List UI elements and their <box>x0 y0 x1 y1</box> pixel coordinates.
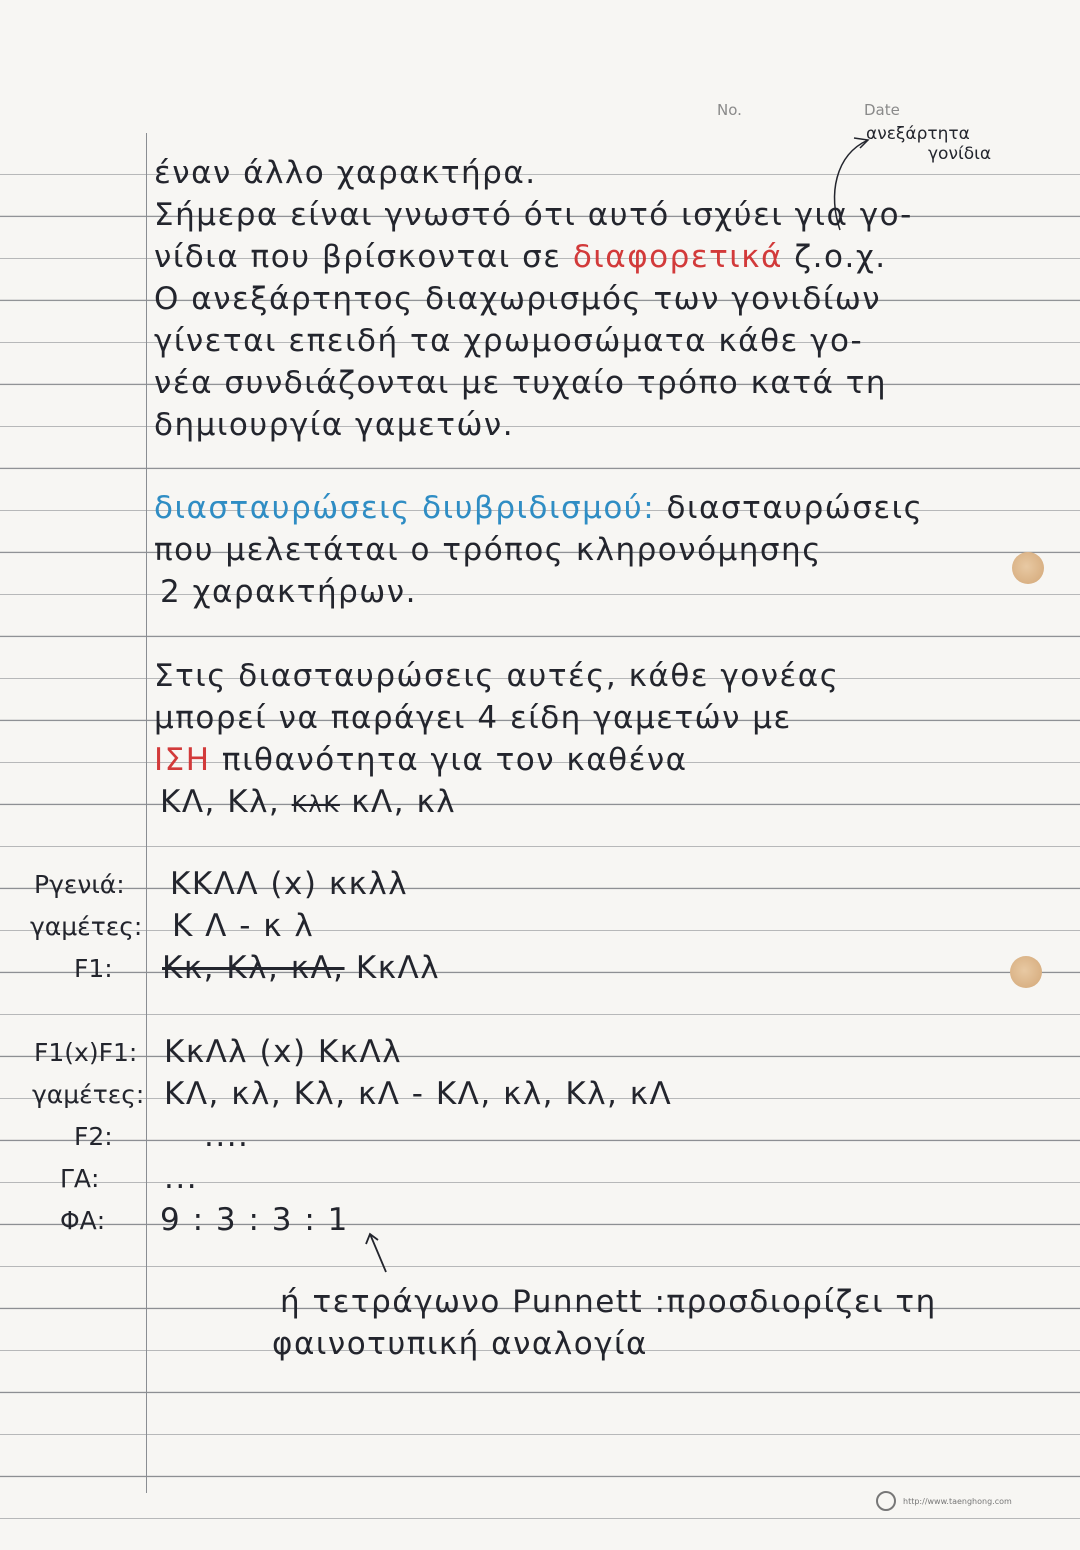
f1xf1-label: F1(x)F1: <box>34 1038 138 1067</box>
paragraph1-line7: δημιουργία γαμετών. <box>154 407 515 443</box>
punnett-note-line2: φαινοτυπική αναλογία <box>272 1326 648 1362</box>
paragraph2-line2: μπορεί να παράγει 4 είδη γαμετών με <box>154 700 792 736</box>
definition-term: διασταυρώσεις διυβριδισμού: <box>154 490 656 526</box>
date-label: Date <box>864 101 900 119</box>
definition-line3: 2 χαρακτήρων. <box>160 574 417 610</box>
highlight-equal: ΙΣΗ <box>154 742 211 778</box>
highlight-different: διαφορετικά <box>572 239 783 275</box>
paragraph2-line3: ΙΣΗ πιθανότητα για τον καθένα <box>154 742 688 778</box>
footer-url: http://www.taenghong.com <box>903 1497 1012 1506</box>
paragraph2-line4: ΚΛ, Κλ, ΚλΚ κΛ, κλ <box>160 784 457 820</box>
punch-hole-top <box>1012 552 1044 584</box>
definition-line1: διασταυρώσεις διυβριδισμού: διασταυρώσεις <box>154 490 924 526</box>
page-top-band <box>0 0 1080 133</box>
gametes2-label: γαμέτες: <box>32 1080 145 1109</box>
paragraph1-line3: νίδια που βρίσκονται σε διαφορετικά ζ.ο.χ. <box>154 239 887 275</box>
f2-value: .... <box>204 1118 250 1154</box>
paragraph1-line5: γίνεται επειδή τα χρωμοσώματα κάθε γο- <box>154 323 864 359</box>
number-label: No. <box>717 101 742 119</box>
f1xf1-value: ΚκΛλ (x) ΚκΛλ <box>164 1034 403 1070</box>
ga-label: ΓΑ: <box>60 1164 100 1193</box>
f1-struck: Κκ, Κλ, κΛ, <box>162 950 345 986</box>
ga-value: ... <box>164 1160 199 1196</box>
crossed-out-text: ΚλΚ <box>291 792 340 818</box>
paragraph1-line1: έναν άλλο χαρακτήρα. <box>154 155 537 191</box>
margin-line <box>146 133 147 1493</box>
margin-note-line1: ανεξάρτητα <box>866 124 970 144</box>
margin-note-line2: γονίδια <box>928 144 992 164</box>
punnett-note-line1: ή τετράγωνο Punnett :προσδιορίζει τη <box>280 1284 937 1320</box>
f1-value: Κκ, Κλ, κΛ, ΚκΛλ <box>162 950 441 986</box>
paragraph1-line6: νέα συνδιάζονται με τυχαίο τρόπο κατά τη <box>154 365 888 401</box>
ratio-arrow <box>360 1228 400 1278</box>
globe-icon <box>876 1491 896 1511</box>
fa-value: 9 : 3 : 3 : 1 <box>160 1202 349 1238</box>
paragraph1-line2: Σήμερα είναι γνωστό ότι αυτό ισχύει για γο- <box>154 197 913 233</box>
f2-label: F2: <box>74 1122 113 1151</box>
fa-label: ΦΑ: <box>60 1206 106 1235</box>
paragraph1-line4: Ο ανεξάρτητος διαχωρισμός των γονιδίων <box>154 281 882 317</box>
punch-hole-bottom <box>1010 956 1042 988</box>
p-generation-value: ΚΚΛΛ (x) κκλλ <box>170 866 409 902</box>
gametes2-value: ΚΛ, κλ, Κλ, κΛ - ΚΛ, κλ, Κλ, κΛ <box>164 1076 673 1112</box>
definition-line2: που μελετάται ο τρόπος κληρονόμησης <box>154 532 822 568</box>
gametes-label: γαμέτες: <box>30 912 143 941</box>
gametes-value: Κ Λ - κ λ <box>172 908 315 944</box>
paragraph2-line1: Στις διασταυρώσεις αυτές, κάθε γονέας <box>154 658 840 694</box>
p-generation-label: Pγενιά: <box>34 870 125 899</box>
f1-label: F1: <box>74 954 113 983</box>
